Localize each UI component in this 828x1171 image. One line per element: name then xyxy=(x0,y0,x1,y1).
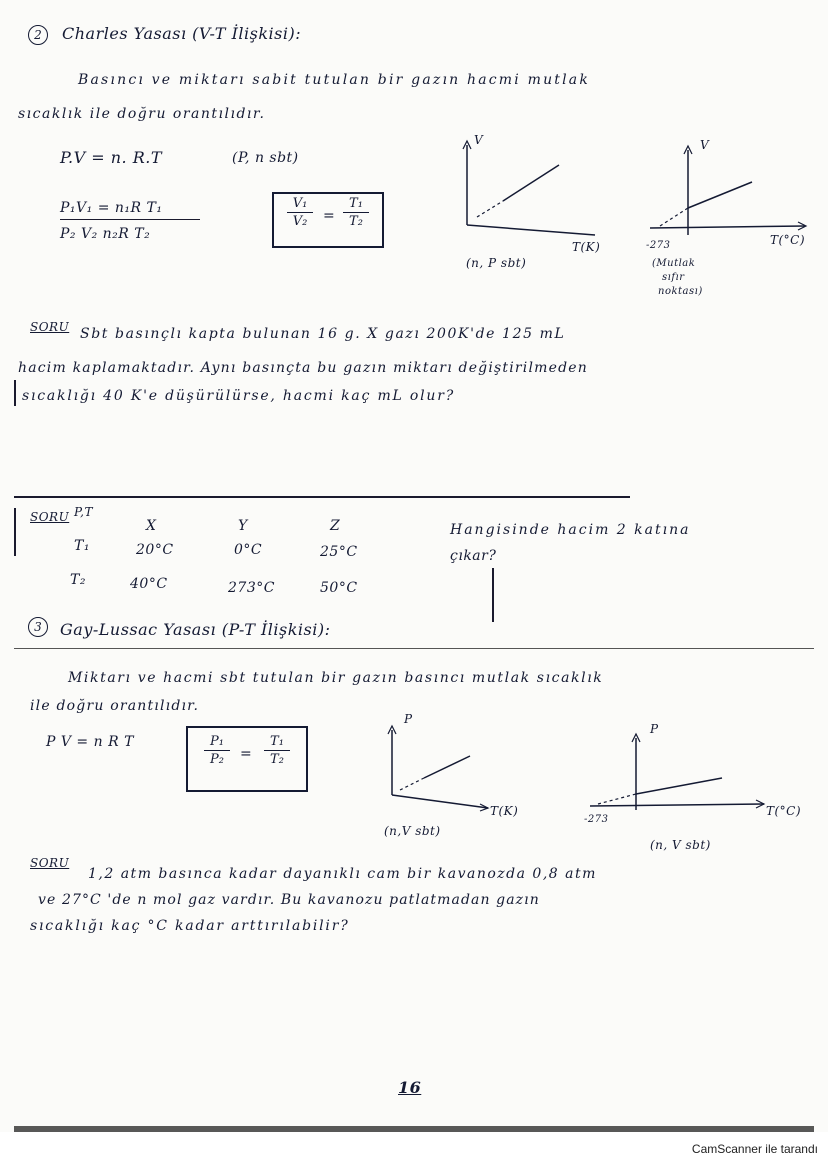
soru3-label: SORU xyxy=(30,856,70,870)
gl-box-t2: T₂ xyxy=(270,752,284,767)
box-t2: T₂ xyxy=(349,214,363,229)
soru2-table-left-bar xyxy=(14,508,16,556)
box-p2: P₂ xyxy=(210,752,224,767)
soru1-margin-mark xyxy=(14,380,16,406)
gaylussac-graph2-tick: -273 xyxy=(584,814,609,825)
soru2-row1-z: 25°C xyxy=(320,544,358,560)
charles-graph1-caption: (n, P sbt) xyxy=(466,256,527,270)
gaylussac-graph-pc xyxy=(580,730,780,820)
charles-title: Charles Yasası (V-T İlişkisi): xyxy=(62,24,302,43)
gaylussac-line2: ile doğru orantılıdır. xyxy=(30,698,200,714)
soru2-question2: çıkar? xyxy=(450,548,497,564)
box-t1: T₁ xyxy=(349,196,363,211)
charles-eq2-top: P₁V₁ = n₁R T₁ xyxy=(60,200,163,216)
charles-graph2-note1: (Mutlak xyxy=(652,258,696,269)
soru3-line2: ve 27°C 'de n mol gaz vardır. Bu kavanozu patlatmadan gazın xyxy=(38,892,540,908)
section-divider-1 xyxy=(14,496,630,498)
charles-graph2-x: T(°C) xyxy=(770,233,806,247)
gaylussac-box-t-fraction xyxy=(264,734,290,767)
charles-line1: Basıncı ve miktarı sabit tutulan bir gazın hacmi mutlak xyxy=(78,72,591,88)
box-v1: V₁ xyxy=(292,196,308,211)
charles-graph1-x: T(K) xyxy=(572,240,601,254)
soru2-row1-label: T₁ xyxy=(74,538,90,554)
soru2-col-x: X xyxy=(146,518,157,534)
soru3-line1: 1,2 atm basınca kadar dayanıklı cam bir kavanozda 0,8 atm xyxy=(88,866,597,882)
soru1-label: SORU xyxy=(30,320,70,334)
box-equals: = xyxy=(323,208,335,224)
camscanner-footer: CamScanner ile tarandı xyxy=(691,1142,818,1156)
gaylussac-graph2-y: P xyxy=(650,722,659,736)
soru2-answer-bar xyxy=(492,568,494,622)
charles-eq1-note: (P, n sbt) xyxy=(232,150,299,166)
charles-graph1-y: V xyxy=(474,133,484,147)
charles-graph2-y: V xyxy=(700,138,710,152)
gaylussac-title: Gay-Lussac Yasası (P-T İlişkisi): xyxy=(60,620,331,639)
soru2-question1: Hangisinde hacim 2 katına xyxy=(450,522,691,538)
section-divider-2 xyxy=(14,648,814,649)
section-number-2: 2 xyxy=(28,25,48,45)
charles-eq1: P.V = n. R.T xyxy=(60,148,163,167)
charles-eq2-fraction-line xyxy=(60,219,200,220)
charles-graph2-note3: noktası) xyxy=(658,286,703,297)
charles-box-t-fraction xyxy=(343,196,369,229)
section-number-3: 3 xyxy=(28,617,48,637)
soru2-row2-label: T₂ xyxy=(70,572,86,588)
page-number: 16 xyxy=(398,1078,422,1097)
gaylussac-box-p-fraction xyxy=(204,734,230,767)
soru2-label: SORU xyxy=(30,510,70,524)
gaylussac-graph2-caption: (n, V sbt) xyxy=(650,838,711,852)
soru2-row2-y: 273°C xyxy=(228,580,275,596)
gaylussac-graph2-x: T(°C) xyxy=(766,804,802,818)
gaylussac-line1: Miktarı ve hacmi sbt tutulan bir gazın basıncı mutlak sıcaklık xyxy=(68,670,604,686)
box-p1: P₁ xyxy=(210,734,224,749)
gl-box-equals: = xyxy=(240,746,252,762)
charles-graph2-tick: -273 xyxy=(646,240,671,251)
charles-eq2-bot: P₂ V₂ n₂R T₂ xyxy=(60,226,151,242)
soru1-line3: sıcaklığı 40 K'e düşürülürse, hacmi kaç mL olur? xyxy=(22,388,456,404)
gaylussac-graph1-x: T(K) xyxy=(490,804,519,818)
soru2-row1-x: 20°C xyxy=(136,542,174,558)
charles-graph2-note2: sıfır xyxy=(662,272,685,283)
charles-graph-vk xyxy=(455,135,615,255)
soru2-row1-y: 0°C xyxy=(234,542,263,558)
soru2-header: P,T xyxy=(74,505,93,519)
soru2-col-y: Y xyxy=(238,518,248,534)
box-v2: V₂ xyxy=(292,214,308,229)
charles-line2: sıcaklık ile doğru orantılıdır. xyxy=(18,106,266,122)
gaylussac-graph1-y: P xyxy=(404,712,413,726)
charles-box-v-fraction xyxy=(287,196,313,229)
soru2-row2-z: 50°C xyxy=(320,580,358,596)
gaylussac-eq1: P V = n R T xyxy=(46,734,134,750)
gaylussac-graph1-caption: (n,V sbt) xyxy=(384,824,441,838)
soru2-row2-x: 40°C xyxy=(130,576,168,592)
soru3-line3: sıcaklığı kaç °C kadar arttırılabilir? xyxy=(30,918,350,934)
soru1-line1: Sbt basınçlı kapta bulunan 16 g. X gazı 200K'de 125 mL xyxy=(80,326,566,342)
soru2-col-z: Z xyxy=(330,518,341,534)
gl-box-t1: T₁ xyxy=(270,734,284,749)
soru1-line2: hacim kaplamaktadır. Aynı basınçta bu gazın miktarı değiştirilmeden xyxy=(18,360,588,376)
